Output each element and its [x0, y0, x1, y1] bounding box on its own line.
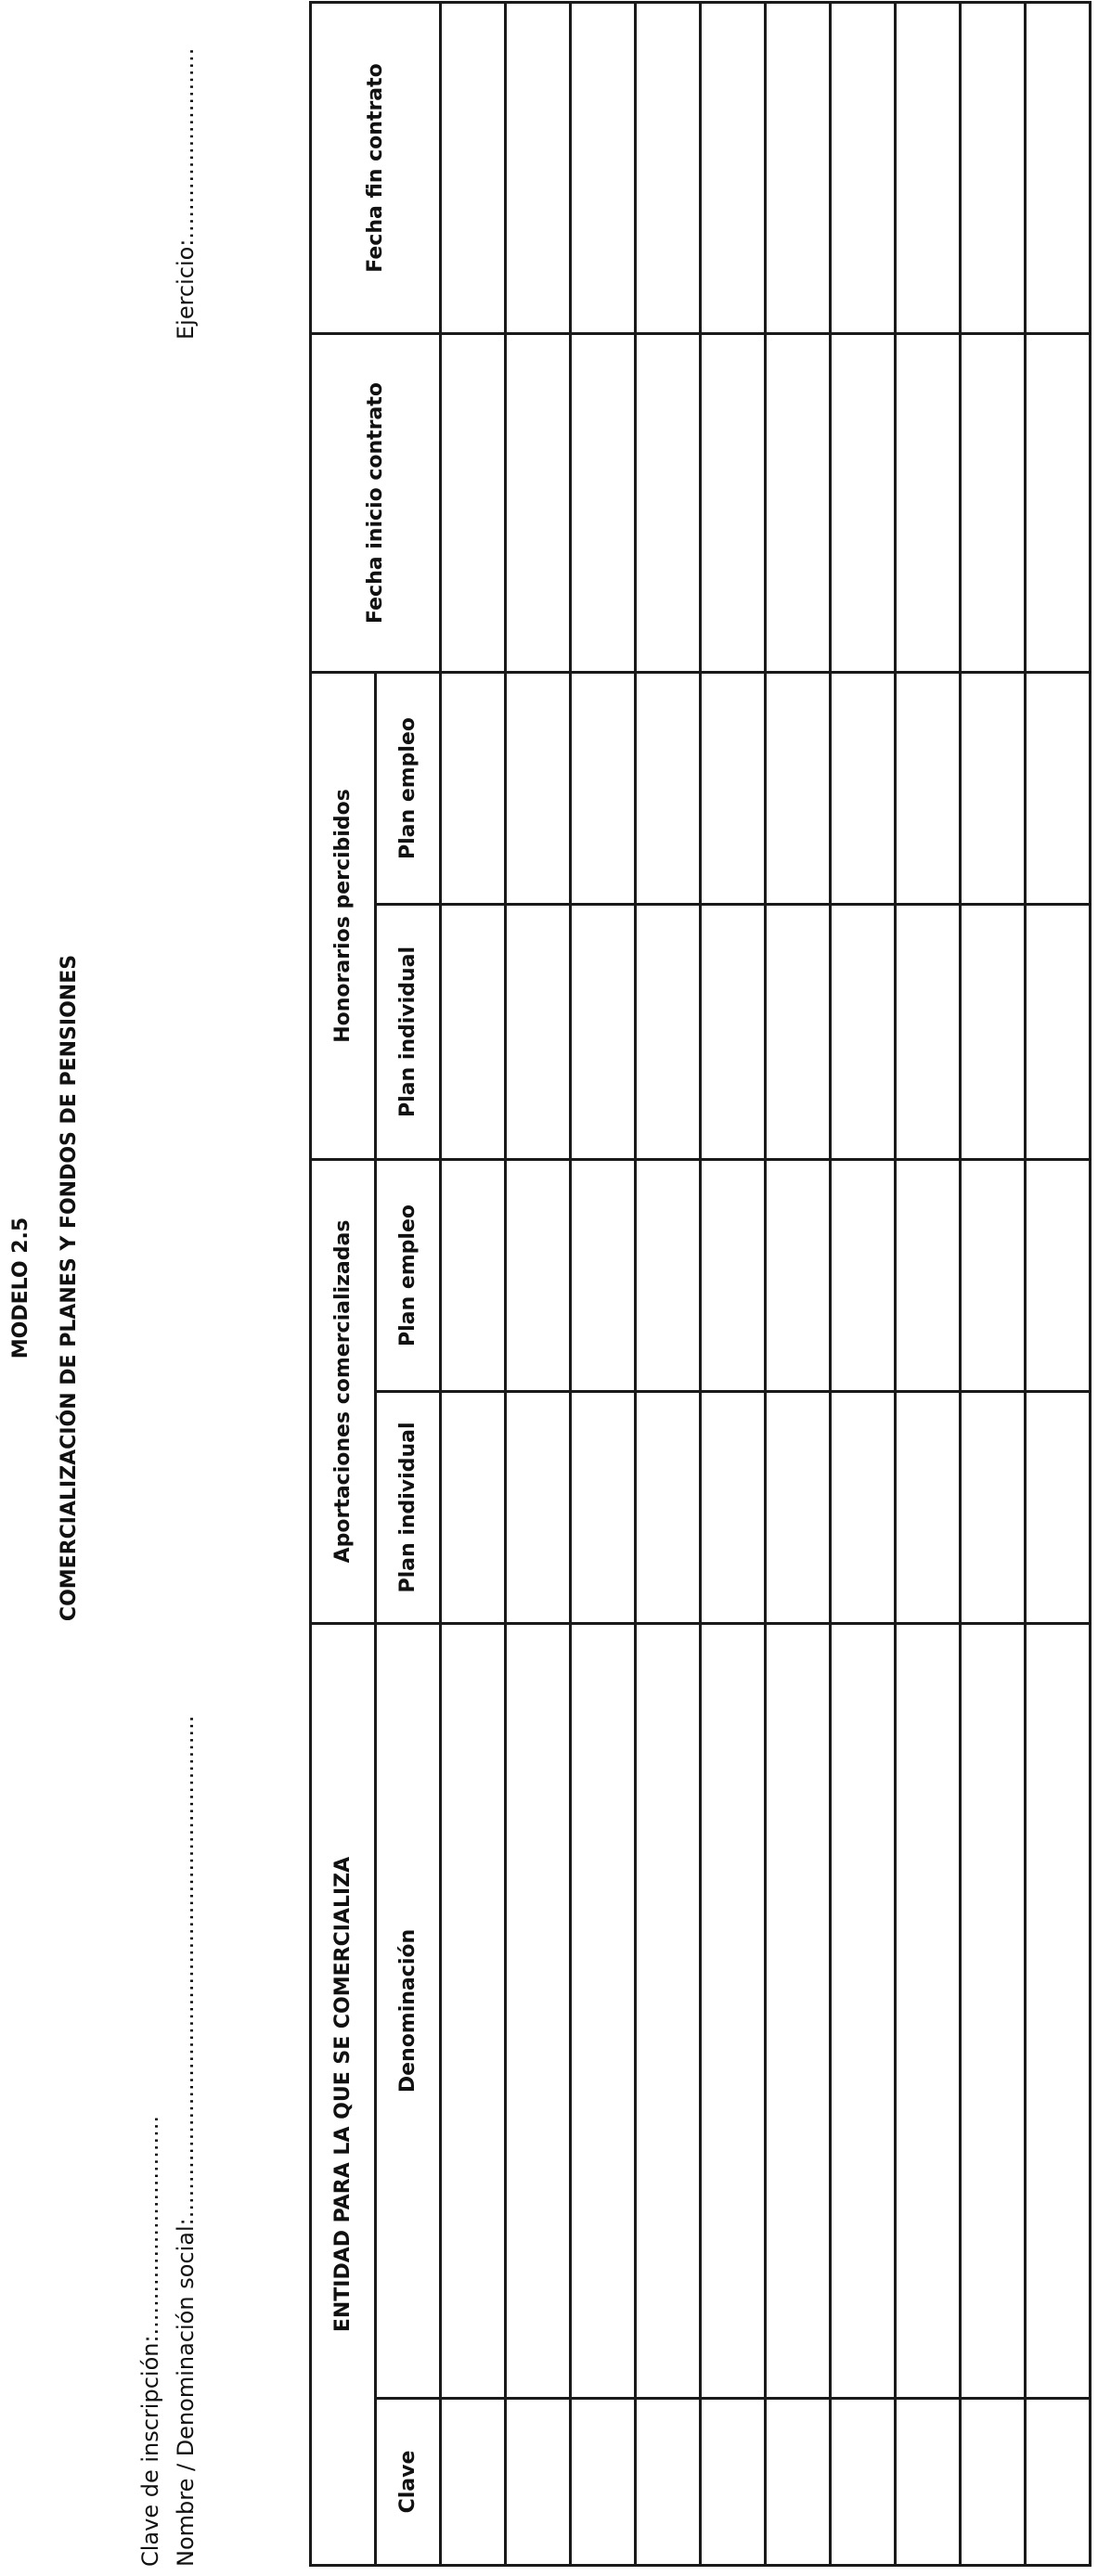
denominacion-cell[interactable] — [506, 1624, 571, 2399]
table-row — [831, 2, 896, 2565]
table-body — [441, 2, 1091, 2565]
honorarios-individual-cell[interactable] — [831, 905, 896, 1160]
aportaciones-individual-cell[interactable] — [441, 1392, 506, 1624]
clave-cell[interactable] — [831, 2399, 896, 2566]
denominacion-cell[interactable] — [701, 1624, 766, 2399]
aportaciones-empleo-cell[interactable] — [766, 1160, 831, 1392]
honorarios-individual-cell[interactable] — [506, 905, 571, 1160]
aportaciones-individual-cell[interactable] — [701, 1392, 766, 1624]
denominacion-header: Denominación — [376, 1624, 441, 2399]
clave-cell[interactable] — [1026, 2399, 1091, 2566]
honorarios-individual-cell[interactable] — [571, 905, 636, 1160]
fecha-fin-cell[interactable] — [636, 2, 701, 333]
fecha-inicio-cell[interactable] — [701, 333, 766, 672]
form-title: COMERCIALIZACIÓN DE PLANES Y FONDOS DE PENSIONES — [58, 954, 81, 1622]
table-row — [571, 2, 636, 2565]
aportaciones-individual-cell[interactable] — [896, 1392, 961, 1624]
table-row — [701, 2, 766, 2565]
ejercicio-field: Ejercicio:........................... — [173, 47, 199, 340]
honorarios-empleo-header: Plan empleo — [376, 672, 441, 904]
aportaciones-individual-cell[interactable] — [506, 1392, 571, 1624]
fecha-fin-cell[interactable] — [896, 2, 961, 333]
fecha-inicio-cell[interactable] — [506, 333, 571, 672]
fecha-fin-cell[interactable] — [441, 2, 506, 333]
clave-cell[interactable] — [571, 2399, 636, 2566]
fecha-fin-cell[interactable] — [766, 2, 831, 333]
fecha-inicio-cell[interactable] — [1026, 333, 1091, 672]
denominacion-cell[interactable] — [636, 1624, 701, 2399]
denominacion-cell[interactable] — [1026, 1624, 1091, 2399]
fecha-inicio-header: Fecha inicio contrato — [311, 333, 441, 672]
honorarios-individual-cell[interactable] — [766, 905, 831, 1160]
aportaciones-individual-header: Plan individual — [376, 1392, 441, 1624]
honorarios-empleo-cell[interactable] — [701, 672, 766, 904]
fecha-fin-header: Fecha fin contrato — [311, 2, 441, 333]
aportaciones-individual-cell[interactable] — [831, 1392, 896, 1624]
aportaciones-group-header: Aportaciones comercializadas — [311, 1160, 376, 1624]
table-row — [896, 2, 961, 2565]
clave-cell[interactable] — [896, 2399, 961, 2566]
honorarios-empleo-cell[interactable] — [1026, 672, 1091, 904]
fecha-fin-cell[interactable] — [831, 2, 896, 333]
honorarios-group-header: Honorarios percibidos — [311, 672, 376, 1159]
aportaciones-empleo-cell[interactable] — [961, 1160, 1026, 1392]
fecha-inicio-cell[interactable] — [961, 333, 1026, 672]
honorarios-individual-cell[interactable] — [1026, 905, 1091, 1160]
table-row — [506, 2, 571, 2565]
fecha-inicio-cell[interactable] — [896, 333, 961, 672]
honorarios-individual-cell[interactable] — [636, 905, 701, 1160]
clave-cell[interactable] — [636, 2399, 701, 2566]
aportaciones-empleo-cell[interactable] — [701, 1160, 766, 1392]
clave-header: Clave — [376, 2399, 441, 2566]
table-row — [441, 2, 506, 2565]
fecha-fin-cell[interactable] — [701, 2, 766, 333]
honorarios-empleo-cell[interactable] — [961, 672, 1026, 904]
aportaciones-empleo-cell[interactable] — [896, 1160, 961, 1392]
aportaciones-empleo-header: Plan empleo — [376, 1160, 441, 1392]
honorarios-empleo-cell[interactable] — [441, 672, 506, 904]
nombre-denominacion-field: Nombre / Denominación social:....................................................................... — [173, 1715, 199, 2567]
aportaciones-individual-cell[interactable] — [571, 1392, 636, 1624]
fecha-inicio-cell[interactable] — [831, 333, 896, 672]
clave-cell[interactable] — [766, 2399, 831, 2566]
aportaciones-individual-cell[interactable] — [766, 1392, 831, 1624]
fecha-fin-cell[interactable] — [961, 2, 1026, 333]
honorarios-empleo-cell[interactable] — [831, 672, 896, 904]
honorarios-individual-cell[interactable] — [961, 905, 1026, 1160]
fecha-fin-cell[interactable] — [571, 2, 636, 333]
denominacion-cell[interactable] — [571, 1624, 636, 2399]
aportaciones-empleo-cell[interactable] — [571, 1160, 636, 1392]
honorarios-individual-cell[interactable] — [896, 905, 961, 1160]
honorarios-empleo-cell[interactable] — [766, 672, 831, 904]
honorarios-individual-cell[interactable] — [701, 905, 766, 1160]
denominacion-cell[interactable] — [961, 1624, 1026, 2399]
honorarios-individual-cell[interactable] — [441, 905, 506, 1160]
clave-inscripcion-field: Clave de inscripción:............................... — [137, 2115, 163, 2567]
honorarios-empleo-cell[interactable] — [636, 672, 701, 904]
denominacion-cell[interactable] — [896, 1624, 961, 2399]
denominacion-cell[interactable] — [441, 1624, 506, 2399]
honorarios-empleo-cell[interactable] — [896, 672, 961, 904]
denominacion-cell[interactable] — [831, 1624, 896, 2399]
aportaciones-empleo-cell[interactable] — [506, 1160, 571, 1392]
model-title: MODELO 2.5 — [9, 1217, 32, 1359]
honorarios-empleo-cell[interactable] — [506, 672, 571, 904]
entidad-group-header: ENTIDAD PARA LA QUE SE COMERCIALIZA — [311, 1624, 376, 2566]
fecha-inicio-cell[interactable] — [441, 333, 506, 672]
comercializacion-table — [309, 1, 1092, 2567]
aportaciones-empleo-cell[interactable] — [831, 1160, 896, 1392]
clave-cell[interactable] — [701, 2399, 766, 2566]
aportaciones-empleo-cell[interactable] — [636, 1160, 701, 1392]
fecha-fin-cell[interactable] — [506, 2, 571, 333]
table-row — [961, 2, 1026, 2565]
fecha-fin-cell[interactable] — [1026, 2, 1091, 333]
table-row — [636, 2, 701, 2565]
aportaciones-individual-cell[interactable] — [961, 1392, 1026, 1624]
clave-cell[interactable] — [441, 2399, 506, 2566]
aportaciones-empleo-cell[interactable] — [441, 1160, 506, 1392]
aportaciones-individual-cell[interactable] — [636, 1392, 701, 1624]
aportaciones-individual-cell[interactable] — [1026, 1392, 1091, 1624]
table-row — [1026, 2, 1091, 2565]
fecha-inicio-cell[interactable] — [571, 333, 636, 672]
honorarios-individual-header: Plan individual — [376, 905, 441, 1160]
denominacion-cell[interactable] — [766, 1624, 831, 2399]
table-row — [766, 2, 831, 2565]
honorarios-empleo-cell[interactable] — [571, 672, 636, 904]
fecha-inicio-cell[interactable] — [766, 333, 831, 672]
clave-cell[interactable] — [961, 2399, 1026, 2566]
aportaciones-empleo-cell[interactable] — [1026, 1160, 1091, 1392]
fecha-inicio-cell[interactable] — [636, 333, 701, 672]
clave-cell[interactable] — [506, 2399, 571, 2566]
